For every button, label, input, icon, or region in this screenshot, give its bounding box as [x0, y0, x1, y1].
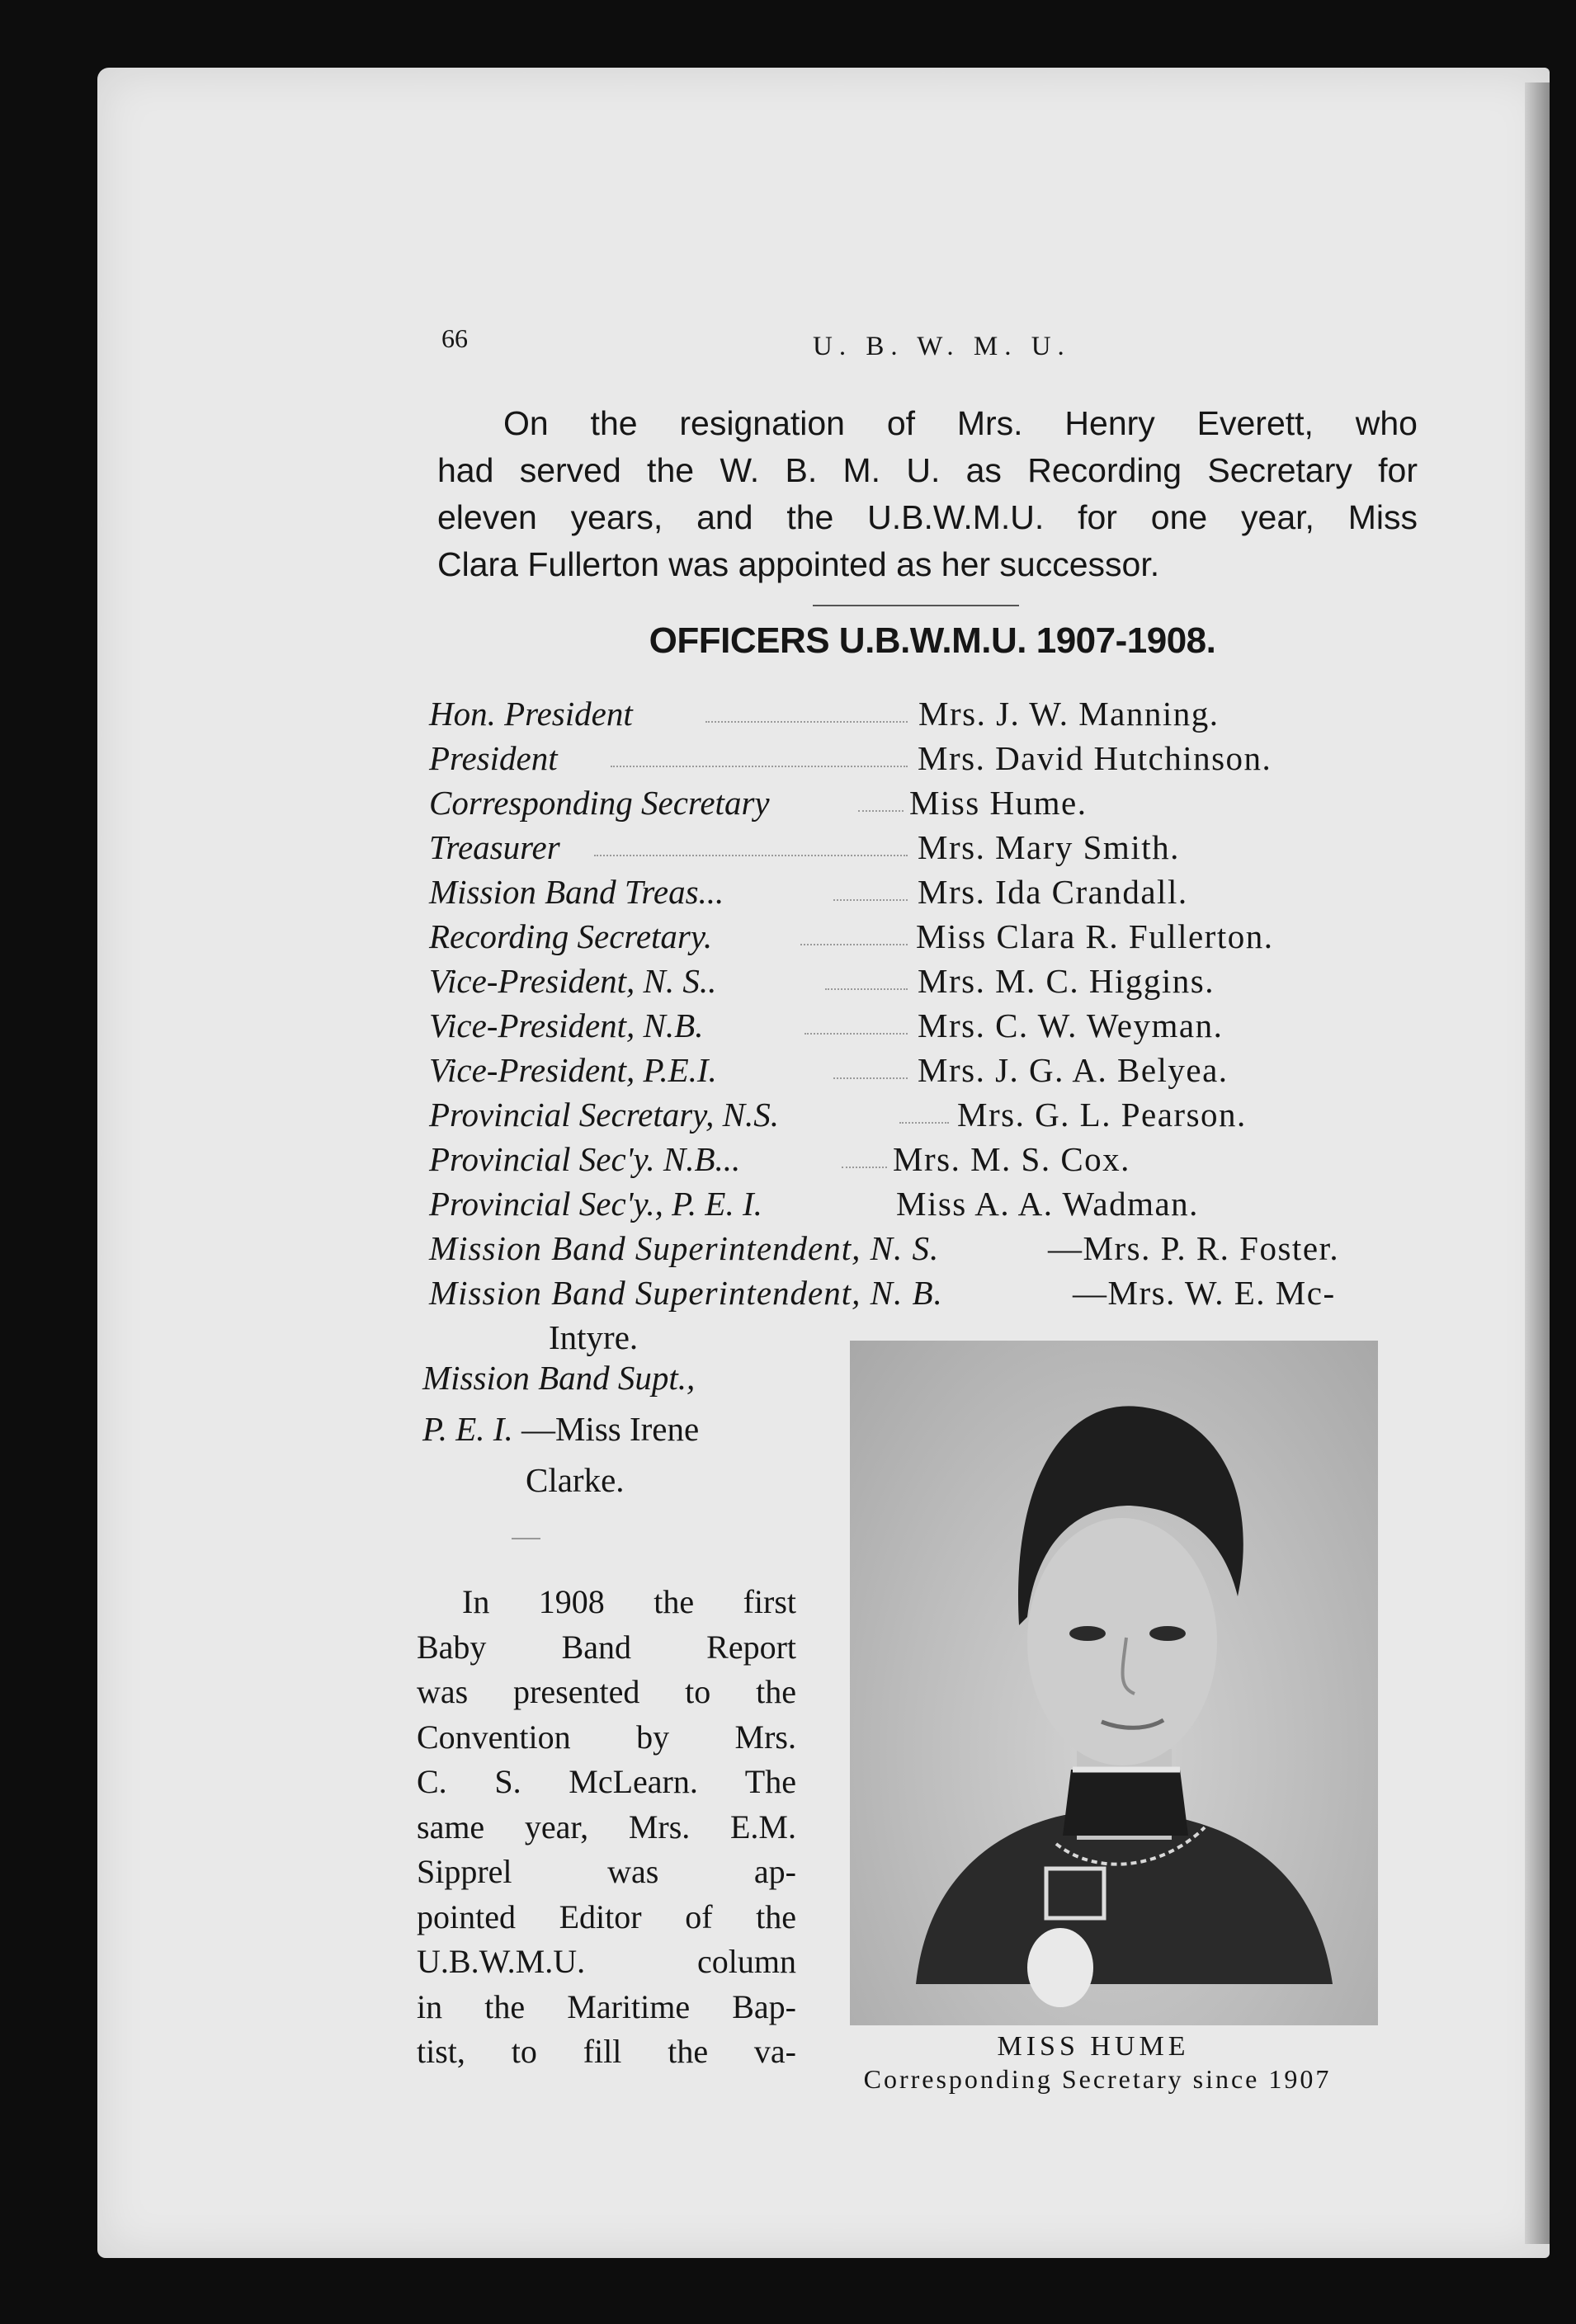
mission-band-pei: [422, 1355, 835, 1503]
paragraph-line: Sipprel was ap-: [417, 1853, 796, 1890]
dot-leader: [842, 1167, 887, 1168]
officer-row: [429, 825, 1452, 870]
officer-name: Mrs. J. W. Manning.: [918, 695, 1220, 733]
page-number: 66: [441, 323, 468, 353]
officer-row: [429, 1048, 1452, 1092]
officer-title: Mission Band Superintendent, N. S.: [429, 1229, 940, 1267]
officer-title: Vice-President, P.E.I.: [429, 1051, 717, 1089]
officer-title: Mission Band Superintendent, N. B.: [429, 1274, 943, 1312]
paragraph-line: tist, to fill the va-: [417, 2033, 796, 2070]
intro-line: had served the W. B. M. U. as Recording Secretary for: [437, 451, 1418, 489]
officer-name: Mrs. G. L. Pearson.: [957, 1096, 1247, 1134]
photo-caption-role: Corresponding Secretary since 1907: [863, 2064, 1332, 2094]
dot-leader: [611, 766, 908, 767]
portrait-dress: [916, 1815, 1333, 1984]
intro-line: On the resignation of Mrs. Henry Everett, who: [503, 404, 1418, 442]
officer-title: Recording Secretary.: [429, 917, 713, 955]
officers-list: [429, 691, 1452, 1360]
intro-line: Clara Fullerton was appointed as her successor.: [437, 545, 1160, 583]
paragraph-line: C. S. McLearn. The: [417, 1763, 796, 1800]
officer-title: Vice-President, N. S..: [429, 962, 717, 1000]
paragraph-line: was presented to the: [417, 1673, 796, 1710]
page-edge: [1525, 82, 1550, 2244]
mission-band-pei-name: —Miss Irene: [521, 1410, 700, 1448]
officer-row: [429, 1270, 1452, 1315]
dot-leader: [858, 810, 904, 812]
paragraph-line: U.B.W.M.U. column: [417, 1943, 796, 1980]
portrait-photo: [850, 1341, 1378, 2025]
officer-continuation: Intyre.: [549, 1318, 639, 1356]
officer-title: Provincial Sec'y. N.B...: [429, 1140, 741, 1178]
officer-name: Mrs. M. C. Higgins.: [918, 962, 1215, 1000]
officer-title: President: [429, 739, 558, 777]
officer-row: [429, 780, 1452, 825]
dot-leader: [705, 721, 908, 723]
dot-leader: [800, 944, 908, 945]
officer-row: [429, 1181, 1452, 1226]
officer-row: [429, 870, 1452, 914]
dot-leader: [805, 1033, 908, 1035]
paragraph-line: Baby Band Report: [417, 1628, 796, 1666]
officer-row: [429, 1092, 1452, 1137]
section-rule: [813, 605, 1019, 606]
officer-row: [429, 914, 1452, 959]
running-head: U. B. W. M. U.: [813, 332, 1071, 361]
portrait-right-eye: [1149, 1626, 1186, 1641]
officer-name: Mrs. David Hutchinson.: [918, 739, 1272, 777]
officer-name: Mrs. Mary Smith.: [918, 828, 1180, 866]
portrait-collar: [1063, 1770, 1188, 1836]
portrait-left-eye: [1069, 1626, 1106, 1641]
dot-leader: [833, 899, 908, 901]
mission-band-pei-name-cont: Clarke.: [526, 1461, 625, 1499]
officer-title: Corresponding Secretary: [429, 784, 770, 822]
officer-name: —Mrs. P. R. Foster.: [1048, 1229, 1340, 1267]
officer-name: Miss A. A. Wadman.: [896, 1185, 1199, 1223]
intro-line: eleven years, and the U.B.W.M.U. for one year, Miss: [437, 498, 1418, 536]
officer-name: Miss Hume.: [909, 784, 1088, 822]
officer-name: Mrs. Ida Crandall.: [918, 873, 1188, 911]
dot-leader: [833, 1077, 908, 1079]
dot-leader: [825, 988, 908, 990]
officer-name: Mrs. J. G. A. Belyea.: [918, 1051, 1229, 1089]
officer-row: [429, 691, 1452, 736]
small-rule: [512, 1538, 540, 1539]
dot-leader: [899, 1122, 949, 1124]
officer-title: Vice-President, N.B.: [429, 1006, 704, 1044]
paragraph-line: same year, Mrs. E.M.: [417, 1808, 796, 1846]
dot-leader: [594, 855, 908, 856]
officer-name: Mrs. M. S. Cox.: [893, 1140, 1130, 1178]
intro-paragraph: [437, 400, 1418, 588]
officer-title: Mission Band Treas...: [429, 873, 724, 911]
officer-row: [429, 736, 1452, 780]
paragraph-line: pointed Editor of the: [417, 1897, 796, 1935]
paragraph-line: Convention by Mrs.: [417, 1718, 796, 1756]
paragraph-line: In 1908 the first: [462, 1583, 796, 1620]
officer-title: Treasurer: [429, 828, 560, 866]
officer-name: Mrs. C. W. Weyman.: [918, 1006, 1224, 1044]
officers-heading: OFFICERS U.B.W.M.U. 1907-1908.: [649, 620, 1216, 661]
mission-band-pei-title: Mission Band Supt.,: [422, 1359, 696, 1397]
mission-band-pei-province: P. E. I.: [422, 1410, 513, 1448]
officer-row: [429, 1137, 1452, 1181]
officer-row: [429, 1226, 1452, 1270]
baby-band-paragraph: [417, 1580, 796, 2075]
officer-title: Provincial Sec'y., P. E. I.: [429, 1185, 762, 1223]
photo-caption-name: MISS HUME: [997, 2031, 1190, 2062]
officer-row: [429, 959, 1452, 1003]
officer-name: Miss Clara R. Fullerton.: [916, 917, 1274, 955]
officer-title: Provincial Secretary, N.S.: [429, 1096, 779, 1134]
paragraph-line: in the Maritime Bap-: [417, 1987, 796, 2025]
portrait-pendant: [1027, 1928, 1093, 2007]
officer-row: [429, 1003, 1452, 1048]
officer-name: —Mrs. W. E. Mc-: [1073, 1274, 1336, 1312]
officer-title: Hon. President: [429, 695, 633, 733]
portrait-illustration: [850, 1341, 1378, 2025]
